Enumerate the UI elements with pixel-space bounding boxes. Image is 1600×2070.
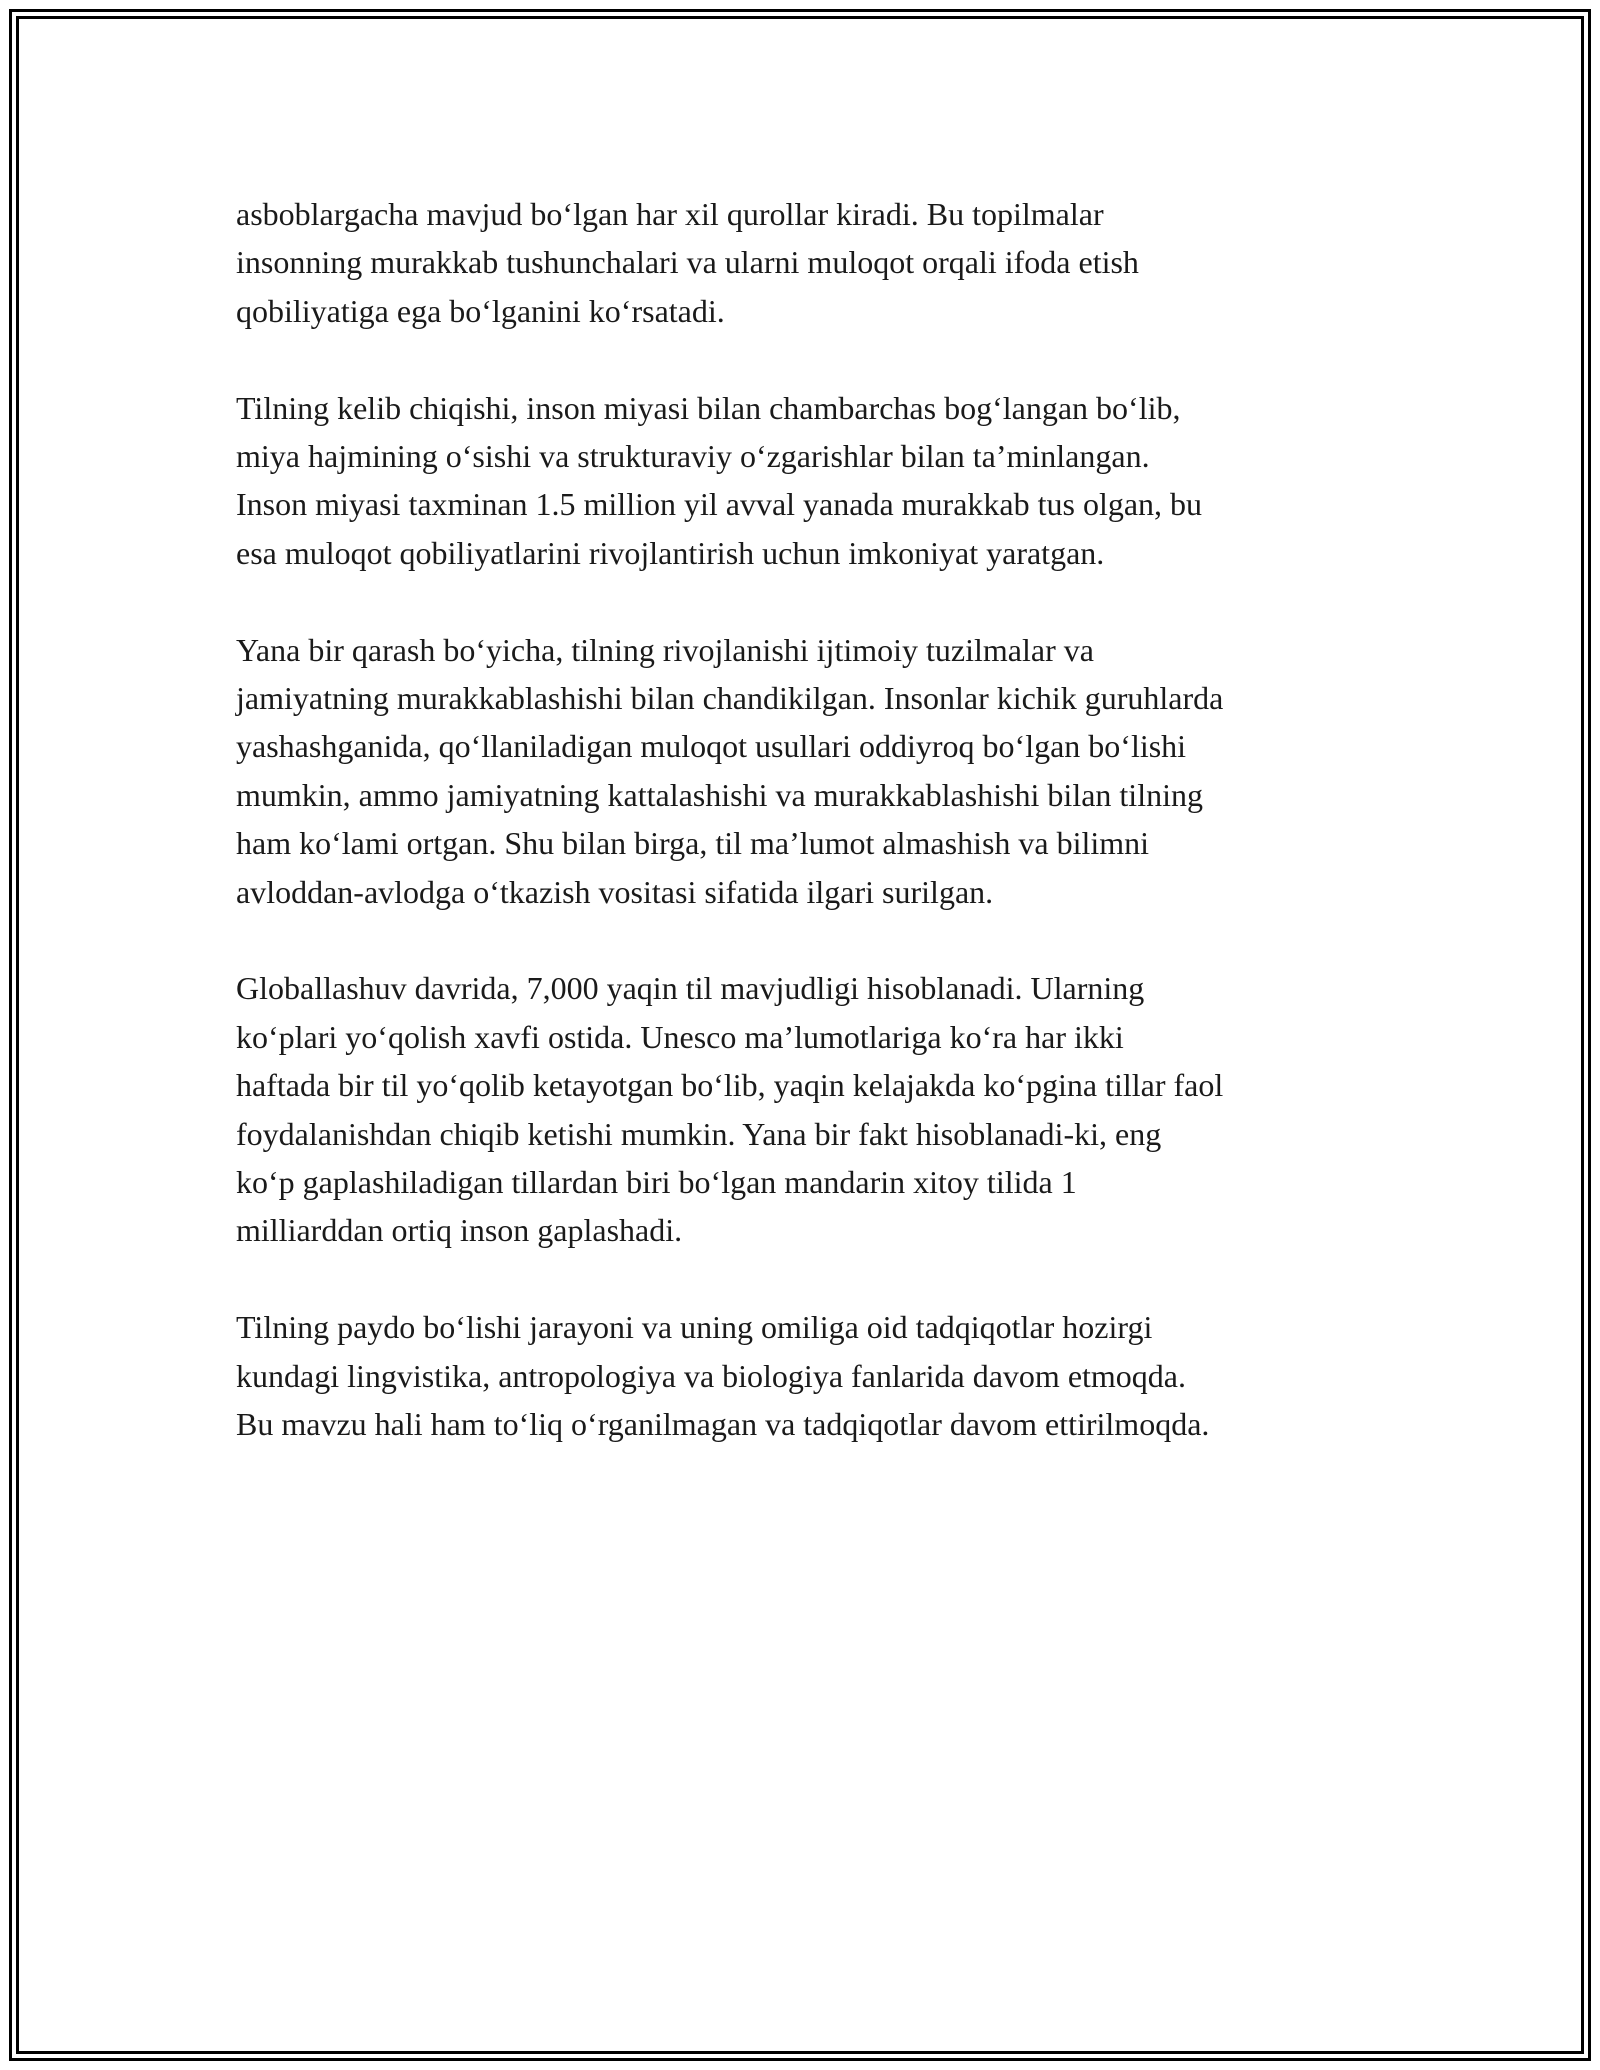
paragraph-2: Tilning kelib chiqishi, inson miyasi bilan chambarchas bog‘langan bo‘lib, miya hajmining o‘sishi va strukturaviy o‘zgarishlar bilan ta’minlangan. Inson miyasi taxminan 1.5 million yil avval yanada murakkab tus olgan, bu esa muloqot qobiliyatlarini rivojlantirish uchun imkoniyat yaratgan. [236,389,1203,571]
document-body [236,190,1386,1497]
paragraph-4: Globallashuv davrida, 7,000 yaqin til mavjudligi hisoblanadi. Ularning ko‘plari yo‘qolish xavfi ostida. Unesco ma’lumotlariga ko‘ra har ikki haftada bir til yo‘qolib ketayotgan bo‘lib, yaqin kelajakda ko‘pgina tillar faol foydalanishdan chiqib ketishi mumkin. Yana bir fakt hisoblanadi-ki, eng ko‘p gaplashiladigan tillardan biri bo‘lgan mandarin xitoy tilida 1 milliarddan ortiq inson gaplashadi. [236,970,1224,1249]
paragraph-5: Tilning paydo bo‘lishi jarayoni va uning omiliga oid tadqiqotlar hozirgi kundagi lingvistika, antropologiya va biologiya fanlarida davom etmoqda. Bu mavzu hali ham to‘liq o‘rganilmagan va tadqiqotlar davom ettirilmoqda. [236,1309,1210,1443]
paragraph-3: Yana bir qarash bo‘yicha, tilning rivojlanishi ijtimoiy tuzilmalar va jamiyatning murakkablashishi bilan chandikilgan. Insonlar kichik guruhlarda yashashganida, qo‘llaniladigan muloqot usullari oddiyroq bo‘lgan bo‘lishi mumkin, ammo jamiyatning kattalashishi va murakkablashishi bilan tilning ham ko‘lami ortgan. Shu bilan birga, til ma’lumot almashish va bilimni avloddan-avlodga o‘tkazish vositasi sifatida ilgari surilgan. [236,631,1224,910]
paragraph-1: asboblargacha mavjud bo‘lgan har xil qurollar kiradi. Bu topilmalar insonning murakkab tushunchalari va ularni muloqot orqali ifoda etish qobiliyatiga ega bo‘lganini ko‘rsatadi. [236,196,1139,329]
